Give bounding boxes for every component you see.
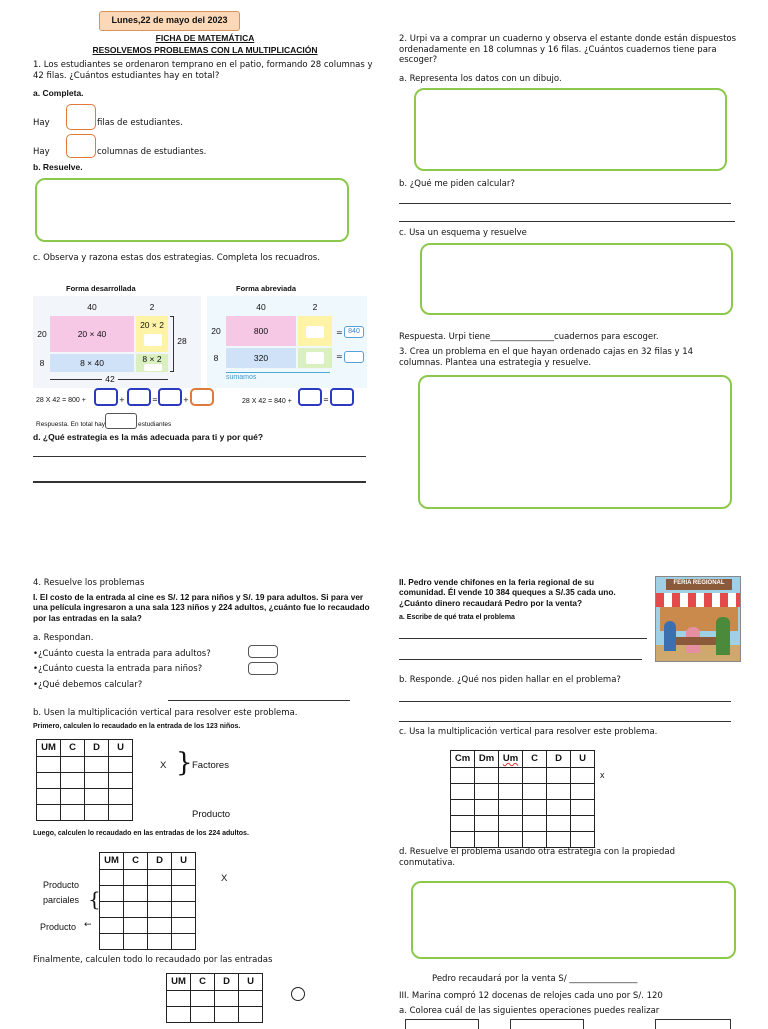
problem-3-answer-area[interactable] [418,375,732,509]
date-badge: Lunes,22 de mayo del 2023 [99,11,240,31]
question-adult-price: •¿Cuánto cuesta la entrada para adultos? [33,649,211,659]
grid-cell[interactable] [523,768,547,784]
abr-left-20: 20 [211,325,221,336]
grid-cell[interactable] [571,832,595,848]
dev-eq-sign: = [152,396,158,404]
grid-cell[interactable] [451,816,475,832]
primero-label: Primero, calculen lo recaudado en la entrada de los 123 niños. [33,723,241,730]
dev-equation: 28 X 42 = 800 + [36,397,86,404]
problem-1-d-line-2[interactable] [33,481,366,483]
problem-1-c-label: c. Observa y razona estas dos estrategias. Completa los recuadros. [33,253,320,263]
pedro-recaudara: Pedro recaudará por la venta S/ ________________ [432,974,638,984]
abr-cell-320: 320 [226,348,296,368]
operation-option-2[interactable] [510,1019,584,1029]
grid-header: Um [499,751,523,768]
grid-cell[interactable] [167,991,191,1007]
grid-cell[interactable] [167,1007,191,1023]
grid-cell[interactable] [85,773,109,789]
multiplication-grid-children [36,739,133,821]
grid-header: U [571,751,595,768]
dev-right-28: 28 [177,335,187,346]
grid-cell[interactable] [172,902,196,918]
abr-equation-blank-2[interactable] [330,388,354,406]
dev-cell-8x2: 8 × 2 [136,354,168,372]
grid-header: C [523,751,547,768]
feria-sign-text: FERIA REGIONAL [673,580,725,586]
problem-6-a-label: a. Colorea cuál de las siguientes operaciones puedes realizar [399,1006,660,1016]
grid-cell[interactable] [109,805,133,821]
grid-header: D [85,740,109,757]
grid-cell[interactable] [547,784,571,800]
grid-cell[interactable] [61,757,85,773]
filas-answer-box[interactable] [66,104,96,130]
problem-6-intro: III. Marina compró 12 docenas de relojes cada uno por S/. 120 [399,991,663,1001]
grid-header: C [124,853,148,870]
grid-cell[interactable] [61,789,85,805]
grid-cell[interactable] [499,800,523,816]
abr-cell-800: 800 [226,316,296,346]
problem-1-text: 1. Los estudiantes se ordenaron temprano en el patio, formando 28 columnas y 42 filas. ¿Cuántos estudiantes hay en total? [33,60,373,81]
grid-cell[interactable] [499,768,523,784]
grid-header: D [148,853,172,870]
dev-cell-20x2-blank[interactable] [144,334,162,346]
grid-cell[interactable] [451,768,475,784]
problem-4-a-line[interactable] [168,700,350,701]
problem-4-title: 4. Resuelve los problemas [33,578,145,588]
page-title: FICHA DE MATEMÁTICA [155,33,255,43]
grid-header: D [215,974,239,991]
problem-3-text: 3. Crea un problema en el que hayan ordenado cajas en 32 filas y 14 columnas. Plantea una estrategia y resuelve. [399,347,694,368]
problem-5-d-answer-area[interactable] [411,881,736,959]
problem-2-respuesta: Respuesta. Urpi tiene_______________cuadernos para escoger. [399,332,659,342]
dev-cell-8x40: 8 × 40 [50,354,134,372]
grid-cell[interactable] [37,805,61,821]
grid-cell[interactable] [523,832,547,848]
abr-equals-1: = [336,328,343,337]
grid-cell[interactable] [571,784,595,800]
problem-2-b-label: b. ¿Qué me piden calcular? [399,179,515,189]
dev-equation-blank-1[interactable] [94,388,118,406]
grid-cell[interactable] [124,934,148,950]
grid-cell[interactable] [100,918,124,934]
grid-cell[interactable] [109,773,133,789]
grid-header: UM [167,974,191,991]
grid-cell[interactable] [523,816,547,832]
problem-1-a-label: a. Completa. [33,88,84,98]
child-price-answer-box[interactable] [248,662,278,675]
grid-cell[interactable] [124,886,148,902]
abr-result-blank[interactable] [344,351,364,363]
page-subtitle: RESOLVEMOS PROBLEMAS CON LA MULTIPLICACIÓN [92,45,318,55]
problem-2-text: 2. Urpi va a comprar un cuaderno y observa el estante donde están dispuestos ordenadamente en 18 columnas y 16 filas. ¿Cuántos cuadernos tiene para escoger? [399,34,737,66]
columnas-label: columnas de estudiantes. [97,147,207,157]
multiplication-grid-total [166,973,263,1023]
grid-header: UM [37,740,61,757]
grid-cell[interactable] [148,886,172,902]
grid-2-x: X [221,873,228,884]
respuesta-1-pre: Respuesta. En total hay [36,421,106,428]
filas-label: filas de estudiantes. [97,118,183,128]
abr-blank-bottom[interactable] [306,352,324,364]
grid-header: Dm [475,751,499,768]
grid-cell[interactable] [85,805,109,821]
dev-plus-2: + [183,396,189,404]
producto-parciales-label-2: parciales [43,895,80,905]
abr-top-40: 40 [256,301,266,312]
factores-brace: } [176,748,193,778]
grid-header: D [547,751,571,768]
abr-equation: 28 X 42 = 840 + [242,398,292,405]
luego-label: Luego, calculen lo recaudado en las entradas de los 224 adultos. [33,830,249,837]
operation-option-3[interactable] [655,1019,731,1029]
grid-cell[interactable] [172,886,196,902]
abr-equation-blank-1[interactable] [298,388,322,406]
grid-cell[interactable] [475,784,499,800]
grid-cell[interactable] [571,768,595,784]
grid-header: U [239,974,263,991]
dev-left-20: 20 [37,328,47,339]
dev-cell-20x40: 20 × 40 [50,316,134,352]
dev-top-40: 40 [87,301,97,312]
multiplication-grid-pedro [450,750,595,848]
hay-label-2: Hay [33,147,50,157]
grid-cell[interactable] [148,870,172,886]
dev-bottom-42: 42 [102,373,118,385]
problem-2-c-answer-area[interactable] [420,243,733,315]
grid-cell[interactable] [109,757,133,773]
grid-cell[interactable] [100,902,124,918]
forma-abreviada-title: Forma abreviada [236,284,297,293]
grid-cell[interactable] [571,800,595,816]
multiplication-grid-adults [99,852,196,950]
problem-1-d-label: d. ¿Qué estrategia es la más adecuada para ti y por qué? [33,432,264,442]
problem-2-c-label: c. Usa un esquema y resuelve [399,228,527,238]
grid-cell[interactable] [109,789,133,805]
grid-cell[interactable] [547,768,571,784]
dev-equation-blank-4[interactable] [190,388,214,406]
producto-parciales-label-1: Producto [43,880,80,890]
columnas-answer-box[interactable] [66,134,96,158]
adult-price-answer-box[interactable] [248,645,278,658]
grid-cell[interactable] [61,773,85,789]
problem-5-a-label: a. Escribe de qué trata el problema [399,614,515,621]
abr-eq-sign: = [323,396,329,404]
forma-desarrollada-title: Forma desarrollada [66,284,136,293]
problem-5-a-line-1[interactable] [399,638,647,639]
grid-cell[interactable] [523,800,547,816]
grid-header: C [191,974,215,991]
dev-left-8: 8 [39,357,45,368]
hay-label-1: Hay [33,118,50,128]
dev-equation-blank-3[interactable] [158,388,182,406]
problem-2-a-label: a. Representa los datos con un dibujo. [399,74,562,84]
feria-regional-image [655,576,741,662]
problem-1-b-answer-area[interactable] [35,178,349,242]
problem-5-a-line-2[interactable] [399,659,642,660]
grid-cell[interactable] [148,918,172,934]
respuesta-1-blank[interactable] [105,413,137,429]
grid-cell[interactable] [215,1007,239,1023]
producto-parciales-brace: { [88,887,101,911]
grid-cell[interactable] [475,832,499,848]
grid-header: U [172,853,196,870]
grid-cell[interactable] [85,789,109,805]
grid-cell[interactable] [451,784,475,800]
producto-label-1: Producto [192,809,231,820]
grid-cell[interactable] [547,800,571,816]
problem-4-intro: I. El costo de la entrada al cine es S/. 12 para niños y S/. 19 para adultos. Si para ver una película ingresaron a una sala 123 niños y 224 adultos, ¿cuánto fue lo recaudado por las entradas en la sala? [33,592,370,623]
grid-cell[interactable] [172,918,196,934]
abr-equals-2: = [336,352,343,361]
grid-cell[interactable] [547,816,571,832]
problem-5-c-label: c. Usa la multiplicación vertical para resolver este problema. [399,727,658,737]
problem-2-b-line-2[interactable] [399,221,735,222]
dev-equation-blank-2[interactable] [127,388,151,406]
grid-cell[interactable] [85,757,109,773]
abr-sumamos-arrow [226,372,330,373]
problem-4-a-label: a. Respondan. [33,633,94,643]
dev-top-2: 2 [149,301,155,312]
dev-cell-20x2: 20 × 2 [136,316,168,352]
grid-cell[interactable] [191,991,215,1007]
respuesta-1-post: estudiantes [138,421,172,428]
abr-result-840: 840 [344,326,364,338]
grid-header: UM [100,853,124,870]
operation-option-1[interactable] [405,1019,479,1029]
grid-header: Cm [451,751,475,768]
grid-cell[interactable] [100,934,124,950]
grid-cell[interactable] [100,870,124,886]
problem-5-intro: II. Pedro vende chifones en la feria regional de su comunidad. Él vende 10 384 queques a S/.35 cada uno. ¿Cuánto dinero recaudará Pedro por la venta? [399,577,616,608]
problem-5-b-line-2[interactable] [399,721,731,722]
producto-label-2: Producto [40,922,77,932]
grid-cell[interactable] [124,870,148,886]
grid-header: U [109,740,133,757]
person-icon [716,617,730,655]
grid-cell[interactable] [61,805,85,821]
problem-2-b-line-1[interactable] [399,203,731,204]
grid-cell[interactable] [475,768,499,784]
grid-cell[interactable] [239,1007,263,1023]
grid-cell[interactable] [37,757,61,773]
abr-left-8: 8 [213,352,219,363]
grid-cell[interactable] [451,800,475,816]
plus-circle-icon [291,987,305,1001]
grid-cell[interactable] [124,918,148,934]
grid-cell[interactable] [148,902,172,918]
abr-top-2: 2 [312,301,318,312]
grid-cell[interactable] [571,816,595,832]
grid-cell[interactable] [100,886,124,902]
grid-1-x: X [160,760,167,771]
factores-label: Factores [192,760,229,771]
problem-1-b-label: b. Resuelve. [33,162,83,172]
grid-cell[interactable] [124,902,148,918]
grid-pedro-x: x [600,770,605,780]
feria-awning [656,593,741,607]
table-icon [676,637,716,645]
grid-cell[interactable] [499,832,523,848]
question-what-calc: •¿Qué debemos calcular? [33,680,143,690]
question-child-price: •¿Cuánto cuesta la entrada para niños? [33,664,203,674]
grid-cell[interactable] [215,991,239,1007]
grid-cell[interactable] [37,789,61,805]
person-icon [664,621,676,651]
grid-cell[interactable] [451,832,475,848]
problem-5-b-line-1[interactable] [399,701,731,702]
grid-header: C [61,740,85,757]
problem-2-a-drawing-area[interactable] [414,88,727,171]
grid-cell[interactable] [239,991,263,1007]
problem-5-b-label: b. Responde. ¿Qué nos piden hallar en el problema? [399,675,621,685]
abr-blank-top[interactable] [306,326,324,338]
grid-cell[interactable] [475,816,499,832]
problem-5-d-label: d. Resuelve el problema usando otra estrategia con la propiedad conmutativa. [399,847,675,868]
finalmente-label: Finalmente, calculen todo lo recaudado por las entradas [33,955,273,965]
dev-cell-8x2-blank[interactable] [144,364,162,371]
problem-4-b-label: b. Usen la multiplicación vertical para resolver este problema. [33,708,298,718]
grid-cell[interactable] [148,934,172,950]
dev-plus-1: + [119,396,125,404]
producto-arrow-icon: ← [84,920,92,930]
grid-cell[interactable] [172,934,196,950]
grid-cell[interactable] [191,1007,215,1023]
grid-cell[interactable] [475,800,499,816]
grid-cell[interactable] [37,773,61,789]
grid-cell[interactable] [499,784,523,800]
grid-cell[interactable] [499,816,523,832]
grid-cell[interactable] [523,784,547,800]
grid-cell[interactable] [172,870,196,886]
abr-sumamos-label: sumamos [226,374,257,381]
grid-cell[interactable] [547,832,571,848]
problem-1-d-line-1[interactable] [33,456,366,457]
